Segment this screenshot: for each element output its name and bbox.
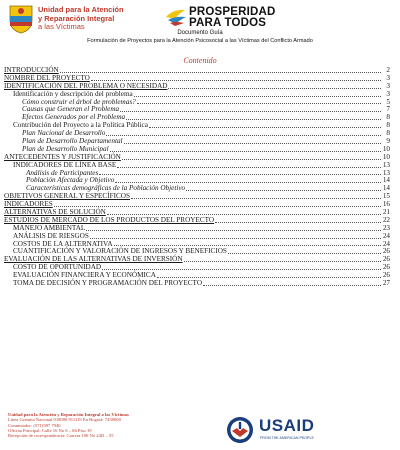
toc-entry-label[interactable]: Análisis de Participantes (26, 168, 99, 177)
toc-leader-dots (60, 72, 381, 73)
unit-name-line2: y Reparación Integral (38, 13, 115, 23)
toc-entry-page: 21 (382, 208, 390, 217)
toc-leader-dots (134, 96, 381, 97)
usaid-seal-icon (226, 416, 254, 444)
toc-heading: Contenido (183, 56, 217, 65)
toc-entry-label[interactable]: EVALUACIÓN FINANCIERA Y ECONÓMICA (13, 271, 156, 280)
unit-name-line1: Unidad para la Atención (38, 5, 124, 14)
toc-entry-page: 26 (382, 271, 390, 280)
toc-entry-label[interactable]: INTRODUCCIÓN (4, 65, 59, 74)
toc-entry-label[interactable]: COSTOS DE LA ALTERNATIVA (13, 239, 113, 248)
toc-entry-page: 10 (382, 152, 390, 161)
toc-entry-label[interactable]: Población Afectada y Objetivo (26, 176, 115, 185)
toc-entry-label[interactable]: ESTUDIOS DE MERCADO DE LOS PRODUCTOS DEL PROYECTO (4, 215, 215, 224)
toc-leader-dots (91, 80, 381, 81)
toc-entry-label[interactable]: Plan Nacional de Desarrollo (22, 129, 106, 138)
usaid-wordmark: USAID (259, 416, 315, 435)
usaid-logo (226, 416, 336, 446)
toc-entry-page: 5 (386, 97, 390, 106)
toc-entry-page: 8 (386, 129, 390, 138)
toc-entry-label[interactable]: EVALUACIÓN DE LAS ALTERNATIVAS DE INVERSIÓN (4, 255, 183, 264)
toc-entry-label[interactable]: INDICADORES (4, 200, 53, 209)
toc-entry-page: 23 (382, 223, 390, 232)
usaid-tagline: FROM THE AMERICAN PEOPLE (260, 436, 314, 440)
toc-leader-dots (186, 190, 381, 191)
toc-leader-dots (120, 111, 381, 112)
contact-address (8, 412, 129, 438)
footer-line5: Recepción de correspondencia: Carrera 100 No 24D – 55 (8, 433, 114, 439)
toc-entry-label[interactable]: NOMBRE DEL PROYECTO (4, 73, 90, 82)
toc-entry-label[interactable]: OBJETIVOS GENERAL Y ESPECÍFICOS (4, 192, 130, 201)
toc-leader-dots (168, 88, 381, 89)
prosperidad-logo (165, 4, 315, 32)
toc-leader-dots (149, 127, 381, 128)
toc-leader-dots (137, 103, 381, 104)
toc-entry-page: 8 (386, 113, 390, 122)
toc-leader-dots (107, 214, 381, 215)
toc-leader-dots (203, 285, 381, 286)
prosperidad-text (189, 7, 276, 28)
toc-entry-page: 13 (382, 168, 390, 177)
footer-line4: Oficina Principal: Calle 16 No 6 – 66 Piso 19 (8, 427, 92, 433)
toc-entry-label[interactable]: Cómo construir el árbol de problemas? (22, 97, 136, 106)
toc-leader-dots (106, 135, 381, 136)
toc-leader-dots (110, 151, 381, 152)
prosperidad-line1: PROSPERIDAD (189, 6, 276, 18)
toc-entry-label[interactable]: INDICADORES DE LÍNEA BASE (13, 160, 117, 169)
toc-leader-dots (86, 230, 381, 231)
toc-entry-page: 14 (382, 176, 390, 185)
toc-entry-page: 7 (386, 105, 390, 114)
toc-leader-dots (126, 119, 381, 120)
toc-entry-page: 16 (382, 200, 390, 209)
toc-entry-page: 26 (382, 247, 390, 256)
toc-entry-label[interactable]: Causas que Generan el Problema (22, 105, 120, 114)
toc-entry-page: 15 (382, 192, 390, 201)
toc-leader-dots (102, 269, 381, 270)
document-title: Documento Guía (177, 30, 223, 36)
toc-entry-page: 14 (382, 184, 390, 193)
toc-entry-label[interactable]: Efectos Generados por el Problema (22, 113, 126, 122)
footer-line3: Conmutador: (571)587 7940 (8, 422, 61, 428)
footer-org: Unidad para la Atención y Reparación Integral a las Víctimas (8, 412, 129, 417)
toc-entry-page: 8 (386, 121, 390, 130)
toc-entry-page: 22 (382, 215, 390, 224)
table-of-contents (4, 67, 390, 288)
toc-entry-label[interactable]: Plan de Desarrollo Departamental (22, 137, 123, 145)
toc-entry-page: 10 (382, 144, 390, 153)
toc-entry-label[interactable]: Plan de Desarrollo Municipal (22, 144, 109, 153)
toc-entry-label[interactable]: CUANTIFICACIÓN Y VALORACIÓN DE INGRESOS Y BENEFICIOS (13, 247, 227, 256)
toc-entry-label[interactable]: IDENTIFICACIÓN DEL PROBLEMA O NECESIDAD (4, 81, 168, 90)
toc-leader-dots (124, 143, 381, 144)
document-header (0, 0, 400, 60)
toc-entry-page: 26 (382, 263, 390, 272)
prosperidad-line2: PARA TODOS (189, 16, 267, 29)
toc-leader-dots (99, 174, 381, 175)
toc-leader-dots (54, 206, 381, 207)
toc-entry-page: 3 (386, 81, 390, 90)
toc-entry-page: 3 (386, 89, 390, 98)
toc-entry-label[interactable]: TOMA DE DECISIÓN Y PROGRAMACIÓN DEL PROYECTO (13, 279, 203, 288)
toc-entry-page: 24 (382, 231, 390, 240)
document-subtitle: Formulación de Proyectos para la Atención Psicosocial a las Víctimas del Conflicto Armado (87, 38, 313, 44)
toc-leader-dots (90, 238, 381, 239)
toc-entry-label[interactable]: MANEJO AMBIENTAL (13, 223, 86, 232)
toc-entry-page: 13 (382, 160, 390, 169)
toc-leader-dots (184, 261, 381, 262)
unit-name (38, 6, 124, 32)
toc-leader-dots (215, 222, 381, 223)
toc-entry-label[interactable]: COSTO DE OPORTUNIDAD (13, 263, 102, 272)
footer-line2: Línea Gratuita Nacional 018000 911119 En Bogotá: 7430000 (8, 417, 121, 423)
toc-entry-label[interactable]: ANÁLISIS DE RIESGOS (13, 231, 89, 240)
toc-entry-label[interactable]: Características demográficas de la Población Objetivo (26, 184, 186, 193)
toc-entry[interactable] (4, 280, 390, 288)
toc-entry-label[interactable]: Contribución del Proyecto a la Política Pública (13, 121, 148, 130)
toc-leader-dots (157, 277, 381, 278)
toc-entry-label[interactable]: ANTECEDENTES Y JUSTIFICACIÓN (4, 152, 121, 161)
toc-entry-label[interactable]: ALTERNATIVAS DE SOLUCIÓN (4, 208, 106, 217)
toc-entry-page: 26 (382, 255, 390, 264)
toc-entry-page: 3 (386, 73, 390, 82)
toc-entry-page: 2 (386, 65, 390, 74)
unit-name-line3: a las Víctimas (38, 22, 85, 31)
toc-entry[interactable] (4, 193, 390, 201)
toc-leader-dots (117, 167, 381, 168)
toc-leader-dots (122, 159, 381, 160)
bird-icon (165, 7, 187, 27)
document-footer (0, 408, 400, 450)
toc-entry-page: 24 (382, 239, 390, 248)
toc-entry-label[interactable]: Identificación y descripción del problema (13, 89, 133, 98)
toc-entry-page: 27 (382, 279, 390, 288)
toc-leader-dots (115, 182, 381, 183)
toc-leader-dots (228, 253, 381, 254)
toc-leader-dots (131, 198, 381, 199)
toc-entry-page: 9 (386, 137, 390, 145)
